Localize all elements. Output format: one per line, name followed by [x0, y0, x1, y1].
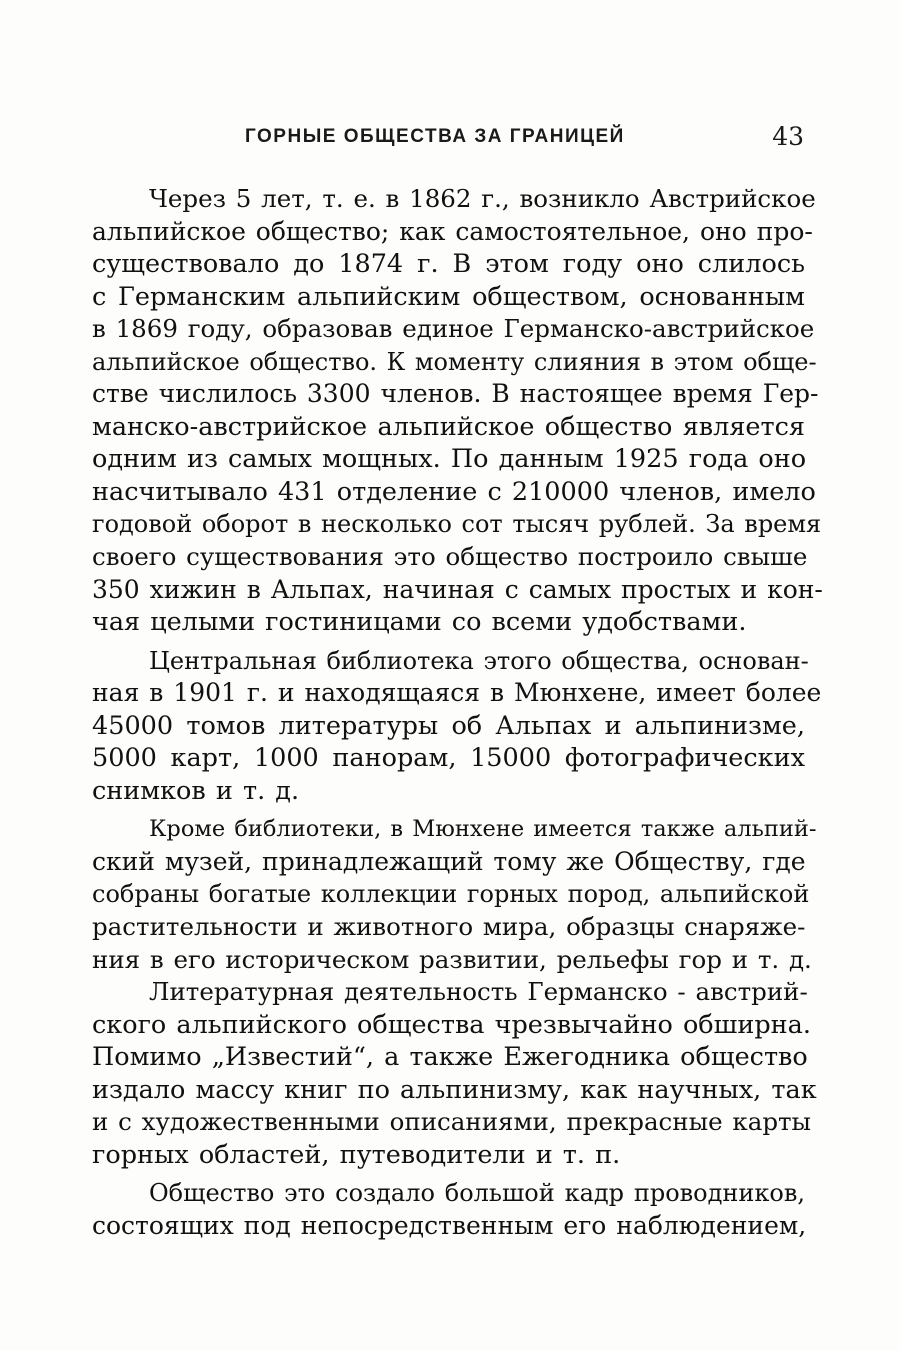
text-line: своего существования это общество построило свыше [92, 542, 808, 572]
paragraph-5 [92, 1177, 805, 1242]
text-line: одним из самых мощных. По данным 1925 года оно [92, 444, 807, 475]
paragraph-1 [92, 183, 823, 639]
text-line: стве числилось 3300 членов. В настоящее время Гер- [92, 379, 819, 409]
text-line: Кроме библиотеки, в Мюнхене имеется также альпий- [149, 816, 817, 843]
paragraph-2 [92, 645, 822, 808]
body-text [92, 183, 823, 1243]
text-line: ния в его историческом развитии, рельефы гор и т. д. [92, 944, 812, 974]
text-line: альпийское общество. К моменту слияния в этом обще- [92, 347, 817, 376]
text-line: в 1869 году, образовав единое Германско-австрийское [92, 314, 815, 344]
text-line: ная в 1901 г. и находящаяся в Мюнхене, имеет более [92, 678, 822, 708]
text-line: 350 хижин в Альпах, начиная с самых простых и кон- [92, 574, 823, 604]
text-line: издало массу книг по альпинизму, как научных, так [92, 1074, 817, 1105]
text-line: и с художественными описаниями, прекрасные карты [92, 1107, 812, 1137]
paragraph-3 [92, 813, 817, 976]
text-line: насчитывало 431 отделение с 210000 членов, имело [92, 476, 816, 507]
text-line: ского альпийского общества чрезвычайно обширна. [92, 1009, 811, 1040]
text-line: Общество это создало большой кадр проводников, [149, 1179, 805, 1208]
paragraph-4 [92, 976, 817, 1171]
text-line: 5000 карт, 1000 панорам, 15000 фотографических [92, 743, 805, 774]
running-head: ГОРНЫЕ ОБЩЕСТВА ЗА ГРАНИЦЕЙ [245, 126, 625, 147]
text-line: с Германским альпийским обществом, основанным [92, 281, 805, 312]
text-line: горных областей, путеводители и т. п. [92, 1139, 621, 1170]
text-line: Помимо „Известий“, а также Ежегодника общество [92, 1042, 808, 1073]
page-number: 43 [772, 122, 804, 151]
text-line: Литературная деятельность Германско - австрий- [149, 977, 808, 1007]
page-header [92, 122, 806, 156]
text-line: альпийское общество; как самостоятельное, оно про- [92, 216, 813, 246]
text-line: годовой оборот в несколько сот тысяч рублей. За время [92, 510, 822, 539]
text-line: ский музей, принадлежащий тому же Обществу, где [92, 846, 806, 876]
text-line: чая целыми гостиницами со всеми удобствами. [92, 607, 747, 638]
text-line: снимков и т. д. [92, 775, 300, 806]
text-line: собраны богатые коллекции горных пород, альпийской [92, 880, 810, 909]
text-line: манско-австрийское альпийское общество является [92, 411, 805, 442]
text-line: растительности и животного мира, образцы снаряже- [92, 912, 806, 942]
text-line: 45000 томов литературы об Альпах и альпинизме, [92, 710, 805, 741]
text-line: Центральная библиотека этого общества, основан- [149, 646, 809, 675]
text-line: состоящих под непосредственным его наблюдением, [92, 1210, 807, 1240]
text-line: существовало до 1874 г. В этом году оно слилось [92, 249, 805, 280]
text-line: Через 5 лет, т. е. в 1862 г., возникло Австрийское [149, 184, 816, 213]
